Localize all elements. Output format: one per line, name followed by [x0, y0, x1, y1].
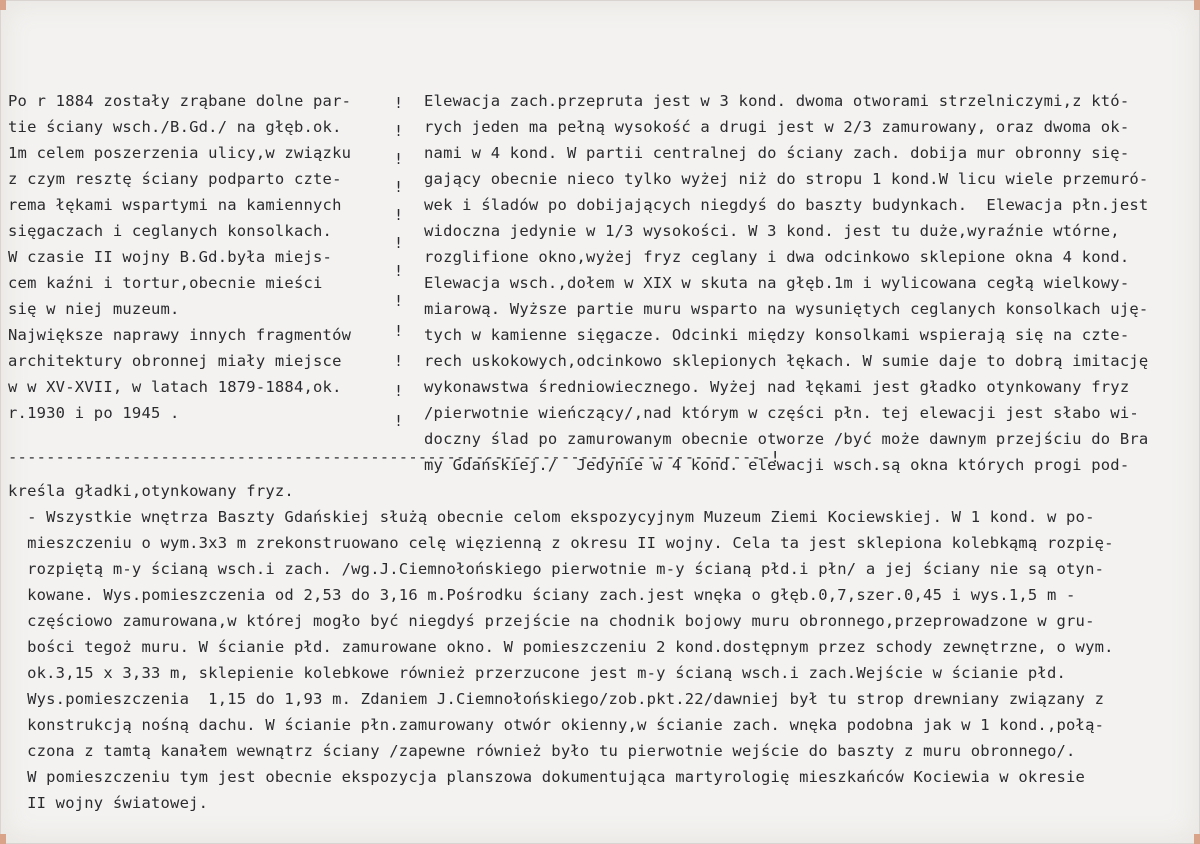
corner-mark — [1194, 0, 1200, 10]
column-separator: ! — [394, 206, 404, 224]
body-line: Wys.pomieszczenia 1,15 do 1,93 m. Zdaniem J.Ciemnołońskiego/zob.pkt.22/dawniej był tu strop drewniany związany z — [8, 690, 1105, 708]
left-line: rema łękami wspartymi na kamiennych — [8, 196, 342, 214]
left-line: z czym resztę ściany podparto czte- — [8, 170, 342, 188]
column-separator: ! — [394, 178, 404, 196]
column-separator: ! — [394, 122, 404, 140]
right-line: rych jeden ma pełną wysokość a drugi jest w 2/3 zamurowany, oraz dwoma ok- — [424, 118, 1130, 136]
right-line: gający obecnie nieco tylko wyżej niż do stropu 1 kond.W licu wiele przemuró- — [424, 170, 1149, 188]
right-line: /pierwotnie wieńczący/,nad którym w części płn. tej elewacji jest słabo wi- — [424, 404, 1139, 422]
dashed-rule: --------------------------------------------------------------------------------! — [8, 448, 781, 466]
column-separator: ! — [394, 382, 404, 400]
corner-mark — [0, 834, 6, 844]
right-line: my Gdańskiej./ Jedynie w 4 kond. elewacji wsch.są okna których progi pod- — [424, 456, 1130, 474]
left-line: się w niej muzeum. — [8, 300, 180, 318]
column-separator: ! — [394, 94, 404, 112]
body-line: bości tegoż muru. W ścianie płd. zamurowane okno. W pomieszczeniu 2 kond.dostępnym przez schody zewnętrzne, o wym. — [8, 638, 1114, 656]
body-line: W pomieszczeniu tym jest obecnie ekspozycja planszowa dokumentująca martyrologię mieszkańców Kociewia w okresie — [8, 768, 1086, 786]
body-line: kreśla gładki,otynkowany fryz. — [8, 482, 294, 500]
right-line: tych w kamienne sięgacze. Odcinki między konsolkami wspierają się na czte- — [424, 326, 1130, 344]
right-line: nami w 4 kond. W partii centralnej do ściany zach. dobija mur obronny się- — [424, 144, 1130, 162]
right-line: Elewacja zach.przepruta jest w 3 kond. dwoma otworami strzelniczymi,z któ- — [424, 92, 1130, 110]
column-separator: ! — [394, 412, 404, 430]
body-line: częściowo zamurowana,w której mogło być niegdyś przejście na chodnik bojowy muru obronnego,przeprowadzone w gru- — [8, 612, 1095, 630]
right-line: wykonawstwa średniowiecznego. Wyżej nad łękami jest gładko otynkowany fryz — [424, 378, 1130, 396]
column-separator: ! — [394, 322, 404, 340]
left-line: Największe naprawy innych fragmentów — [8, 326, 352, 344]
left-line: tie ściany wsch./B.Gd./ na głęb.ok. — [8, 118, 342, 136]
right-line: widoczna jedynie w 1/3 wysokości. W 3 kond. jest tu duże,wyraźnie wtórne, — [424, 222, 1120, 240]
right-line: miarową. Wyższe partie muru wsparto na wysuniętych ceglanych konsolkach uję- — [424, 300, 1149, 318]
body-line: II wojny światowej. — [8, 794, 209, 812]
column-separator: ! — [394, 234, 404, 252]
right-line: rozglifione okno,wyżej fryz ceglany i dwa odcinkowo sklepione okna 4 kond. — [424, 248, 1130, 266]
left-line: 1m celem poszerzenia ulicy,w związku — [8, 144, 352, 162]
body-line: mieszczeniu o wym.3x3 m zrekonstruowano celę więzienną z okresu II wojny. Cela ta jest sklepiona kolebkąmą rozpię- — [8, 534, 1114, 552]
left-line: r.1930 i po 1945 . — [8, 404, 180, 422]
body-line: - Wszystkie wnętrza Baszty Gdańskiej służą obecnie celom ekspozycyjnym Muzeum Ziemi Kociewskiej. W 1 kond. w po- — [8, 508, 1095, 526]
body-line: ok.3,15 x 3,33 m, sklepienie kolebkowe również przerzucone jest m-y ścianą wsch.i zach.Wejście w ścianie płd. — [8, 664, 1067, 682]
column-separator: ! — [394, 262, 404, 280]
body-line: kowane. Wys.pomieszczenia od 2,53 do 3,16 m.Pośrodku ściany zach.jest wnęka o głęb.0,7,szer.0,45 i wys.1,5 m - — [8, 586, 1076, 604]
left-line: W czasie II wojny B.Gd.była miejs- — [8, 248, 333, 266]
column-separator: ! — [394, 150, 404, 168]
right-line: rech uskokowych,odcinkowo sklepionych łękach. W sumie daje to dobrą imitację — [424, 352, 1149, 370]
column-separator: ! — [394, 352, 404, 370]
left-line: cem kaźni i tortur,obecnie mieści — [8, 274, 323, 292]
corner-mark — [1194, 834, 1200, 844]
column-separator: ! — [394, 292, 404, 310]
right-line: Elewacja wsch.,dołem w XIX w skuta na głęb.1m i wylicowana cegłą wielkowy- — [424, 274, 1130, 292]
right-line: wek i śladów po dobijających niegdyś do baszty budynkach. Elewacja płn.jest — [424, 196, 1149, 214]
left-line: w w XV-XVII, w latach 1879-1884,ok. — [8, 378, 342, 396]
body-line: konstrukcją nośną dachu. W ścianie płn.zamurowany otwór okienny,w ścianie zach. wnęka podobna jak w 1 kond.,połą- — [8, 716, 1105, 734]
corner-mark — [0, 0, 6, 10]
left-line: architektury obronnej miały miejsce — [8, 352, 342, 370]
body-line: rozpiętą m-y ścianą wsch.i zach. /wg.J.Ciemnołońskiego pierwotnie m-y ścianą płd.i płn/ a jej ściany nie są otyn- — [8, 560, 1105, 578]
right-line: doczny ślad po zamurowanym obecnie otworze /być może dawnym przejściu do Bra — [424, 430, 1149, 448]
left-line: Po r 1884 zostały zrąbane dolne par- — [8, 92, 352, 110]
body-line: czona z tamtą kanałem wewnątrz ściany /zapewne również było tu pierwotnie wejście do baszty z muru obronnego/. — [8, 742, 1076, 760]
left-line: sięgaczach i ceglanych konsolkach. — [8, 222, 333, 240]
